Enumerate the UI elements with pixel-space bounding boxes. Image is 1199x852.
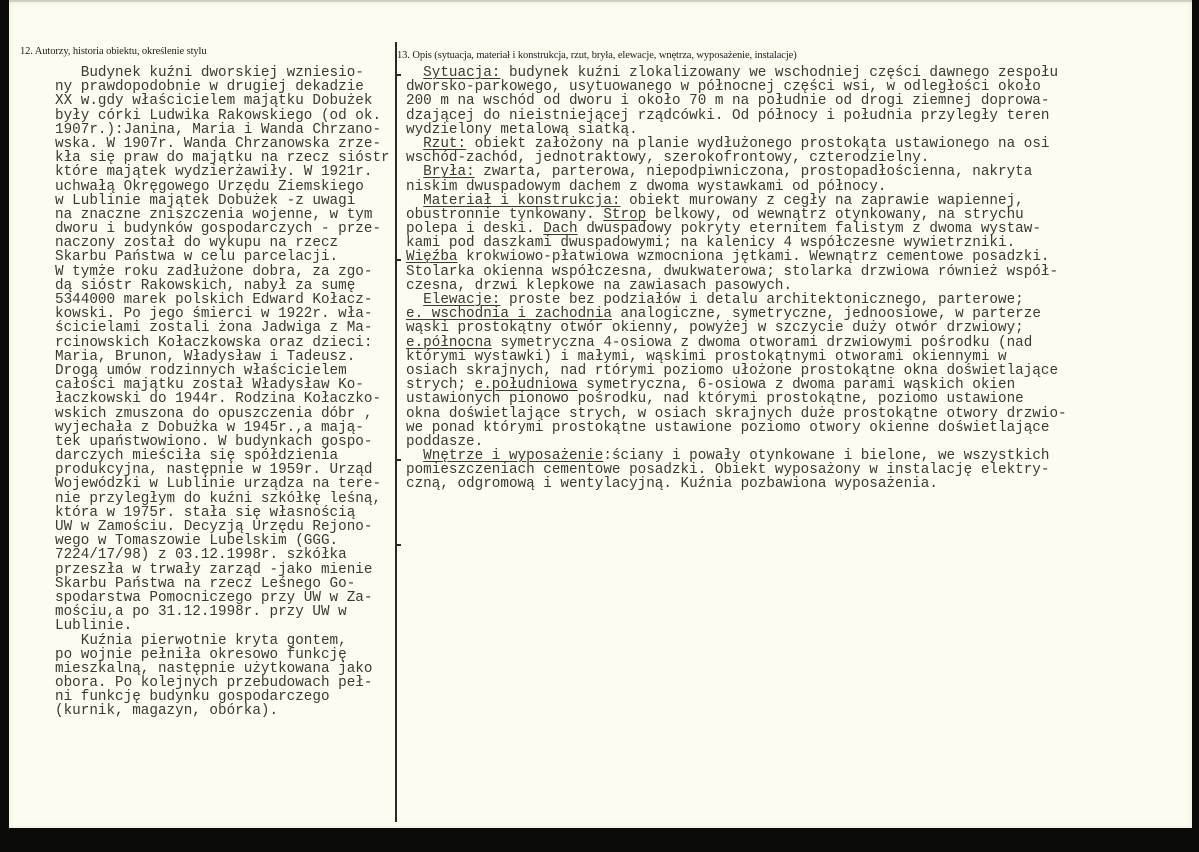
description-text: dzającej do nieistniejącej rządcówki. Od północy i południa przyległy teren [406,107,1050,124]
description-text-line [406,321,1067,335]
description-text: we ponad którymi prostokątne ustawione poziomo otwory okienne doświetlające [406,419,1050,436]
history-text-line: Drogą umów rodzinnych właścicielem [55,362,347,379]
history-text-line: dą sióstr Rakowskich, nabył za sumę [55,277,356,294]
description-text: 200 m na wschód od dworu i około 70 m na południe od drogi ziemnej doprowa- [406,93,1050,110]
history-text-line: ni funkcję budynku gospodarczego [55,689,330,706]
underlined-subheading: Materiał i konstrukcja: [423,192,621,209]
history-text-line: obora. Po kolejnych przebudowach peł- [55,675,373,692]
description-text: proste bez podziałów i detalu architektonicznego, parterowe; [500,292,1024,308]
underlined-subheading: Wnętrze i wyposażenie [423,448,604,465]
description-text: dwuspadowy pokryty eternitem falistym z dwoma wystaw- [577,221,1041,238]
description-text: czną, odgromową i wentylacyjną. Kuźnia pozbawiona wyposażenia. [406,476,938,493]
history-text-line: Maria, Brunon, Władysław i Tadeusz. [55,348,356,365]
description-text-line [406,350,1067,364]
underlined-subheading: e.południowa [474,377,578,394]
description-text-line [406,265,1067,279]
history-text-line: ny prawdopodobnie w drugiej dekadzie [55,79,364,96]
description-text-line [406,250,1067,264]
underlined-subheading: Dach [543,221,578,238]
history-text-line: rcinowskich Kołaczkowska oraz dzieci: [55,334,373,351]
description-text: kami pod daszkami dwuspadowymi; na kalenicy 4 współczesne wywietrzniki. [406,235,1016,252]
description-text: niskim dwuspadowym dachem z dwoma wystawkami od północy. [406,178,887,195]
history-text-line: spodarstwa Pomocniczego przy UW w Za- [55,589,373,606]
section-13-body [406,66,1067,492]
description-text: którymi wystawki) i małymi, wąskimi prostokątnymi otworami okiennymi w [406,348,1007,365]
history-text-line: wskich zmuszona do opuszczenia dóbr , [55,405,373,422]
description-text: budynek kuźni zlokalizowany we wschodniej części dawnego zespołu [500,65,1059,81]
description-text: polepa i deski. [406,221,544,238]
description-text-line [406,392,1067,406]
description-text: krokwiowo-płatwiowa wzmocniona jętkami. Wewnątrz cementowe posadzki. [457,249,1050,266]
description-text: ustawionych pionowo pośrodku, nad którymi prostokątne, poziomo ustawione [406,391,1024,408]
history-text-line: wska. W 1907r. Wanda Chrzanowska zrze- [55,135,382,152]
history-text-line: wego w Tomaszowie Lubelskim (GGG. [55,533,339,550]
description-text-line [406,336,1067,350]
history-text-line: nie przyległym do kuźni szkółkę leśną, [55,490,382,507]
history-text-line: były córki Ludwika Rakowskiego (od ok. [55,107,382,124]
history-text-line: 1907r.):Janina, Maria i Wanda Chrzano- [55,121,382,138]
description-text-line [406,307,1067,321]
description-text: wąski prostokątny otwór okienny, powyżej w szczycie duży otwór drzwiowy; [406,320,1024,337]
history-text-line: 5344000 marek polskich Edward Kołacz- [55,292,373,308]
history-text-line: dworu i budynków gospodarczych - prze- [55,221,382,238]
description-text-line [406,435,1067,449]
description-text-line [406,477,1067,491]
history-text-line: produkcyjna, następnie w 1959r. Urząd [55,462,373,479]
history-text-line: (kurnik, magazyn, obórka). [55,703,279,720]
margin-tick [396,544,401,546]
history-text-line: wyjechała z Dobużka w 1945r.,a mają- [55,419,364,436]
history-text-line: Wojewódzki w Lublinie urządza na tere- [55,476,382,493]
margin-tick [396,259,401,261]
description-text-line [406,80,1067,94]
description-text-line [406,180,1067,194]
underlined-subheading: e.północna [406,334,492,351]
margin-tick [396,74,401,76]
description-text: Stolarka okienna współczesna, dwukwaterowa; stolarka drzwiowa również współ- [406,263,1059,280]
description-text-line [406,137,1067,151]
description-text: strych; [406,377,475,394]
description-text: obiekt murowany z cegły na zaprawie wapiennej, [620,192,1024,209]
history-text-line: przeszła w trwały zarząd -jako mienie [55,561,373,578]
section-12-heading: 12. Autorzy, historia obiektu, określenie stylu [20,46,207,57]
description-text-line [406,94,1067,108]
description-text: zwarta, parterowa, niepodpiwniczona, prostopadłościenna, nakryta [474,164,1033,181]
description-text-line [406,364,1067,378]
description-text-line [406,378,1067,392]
description-text-line [406,165,1067,179]
description-text: :ściany i powały otynkowane i bielone, we wszystkich [603,448,1050,465]
history-text-line: Skarbu Państwa na rzecz Leśnego Go- [55,575,356,592]
description-text: analogiczne, symetryczne, jednoosiowe, w parterze [611,306,1041,323]
history-text-line: naczony został do wykupu na rzecz [55,235,339,252]
description-text: symetryczna 4-osiowa z dwoma otworami drzwiowymi pośrodku (nad [491,334,1033,351]
history-text-line: kła się praw do majątku na rzecz sióstr [55,150,390,167]
history-text-line: mieszkalną, następnie użytkowana jako [55,660,373,677]
history-text-line: W tymże roku zadłużone dobra, za zgo- [55,263,373,280]
history-text-line: po wojnie pełniła okresowo funkcję [55,646,347,663]
description-text-line [406,222,1067,236]
history-text-line: Skarbu Państwa w celu parcelacji. [55,249,339,266]
description-text: osiach skrajnych, nad rtórymi poziomo ułożone prostokątne okna doświetlające [406,362,1059,379]
description-text-line [406,208,1067,222]
description-text-line [406,293,1067,307]
description-text: belkowy, od wewnątrz otynkowany, na strychu [646,206,1024,223]
history-text-line: całości majątku został Władysław Ko- [55,377,364,394]
underlined-subheading: Sytuacja: [423,65,501,81]
description-text: obiekt założony na planie wydłużonego prostokąta ustawionego na osi [466,135,1050,152]
history-text-line: na znaczne zniszczenia wojenne, w tym [55,206,373,223]
description-text: dworsko-parkowego, usytuowanego w północnej części wsi, w odległości około [406,79,1041,96]
history-text-line: która w 1975r. stała się własnością [55,504,356,521]
history-text-line: kowski. Po jego śmierci w 1922r. wła- [55,306,373,323]
description-text-line [406,407,1067,421]
description-text-line [406,109,1067,123]
underlined-subheading: Elewacje: [423,292,501,308]
underlined-subheading: e. wschodnia i zachodnia [406,306,612,323]
history-text-line: tek upaństwowiono. W budynkach gospo- [55,433,373,450]
description-text-line [406,151,1067,165]
section-13-heading: 13. Opis (sytuacja, materiał i konstrukcja, rzut, bryła, elewacje, wnętrza, wyposażenie, instalacje) [397,50,797,61]
history-text-line: Lublinie. [55,618,133,635]
history-text-line: uchwałą Okręgowego Urzędu Ziemskiego [55,178,364,195]
history-text-line: darczych mieściła się spółdzienia [55,448,339,465]
description-text-line [406,66,1067,80]
history-text-line: XX w.gdy właścicielem majątku Dobużek [55,93,373,110]
description-text: wschód-zachód, jednotraktowy, szerokofrontowy, czterodzielny. [406,150,930,167]
history-text-line: Kuźnia pierwotnie kryta gontem, [55,632,347,649]
description-text-line [406,463,1067,477]
description-text: pomieszczeniach cementowe posadzki. Obiekt wyposażony w instalację elektry- [406,462,1050,479]
history-text-line: 7224/17/98) z 03.12.1998r. szkółka [55,547,347,564]
description-text: okna doświetlające strych, w osiach skrajnych duże prostokątne otwory drzwio- [406,405,1067,422]
description-text: wydzielony metalową siatką. [406,121,638,138]
column-divider [395,42,397,822]
description-text: poddasze. [406,433,484,450]
history-text-line: łaczkowski do 1944r. Rodzina Kołaczko- [55,391,382,408]
description-text: obustronnie tynkowany. [406,206,604,223]
underlined-subheading: Bryła: [423,164,475,181]
underlined-subheading: Rzut: [423,135,467,152]
description-text-line [406,421,1067,435]
description-text-line [406,279,1067,293]
description-text: czesna, drzwi klepkowe na zawiasach pasowych. [406,277,793,294]
description-text-line [406,236,1067,250]
history-text-line: Budynek kuźni dworskiej wzniesio- [55,65,364,81]
description-text-line [406,194,1067,208]
history-text-line: w Lublinie majątek Dobużek -z uwagi [55,192,356,209]
description-text: symetryczna, 6-osiowa z dwoma parami wąskich okien [577,377,1016,394]
underlined-subheading: Strop [603,206,647,223]
history-text-line: które majątek wydzierżawiły. W 1921r. [55,164,373,181]
margin-tick [396,459,401,461]
description-text-line [406,123,1067,137]
history-text-line: mościu,a po 31.12.1998r. przy UW w [55,604,347,621]
history-text-line: ścicielami zostali żona Jadwiga z Ma- [55,320,373,337]
description-text-line [406,449,1067,463]
section-12-body [55,66,390,719]
underlined-subheading: Więźba [406,249,458,266]
history-text-line: UW w Zamościu. Decyzją Urzędu Rejono- [55,519,373,535]
